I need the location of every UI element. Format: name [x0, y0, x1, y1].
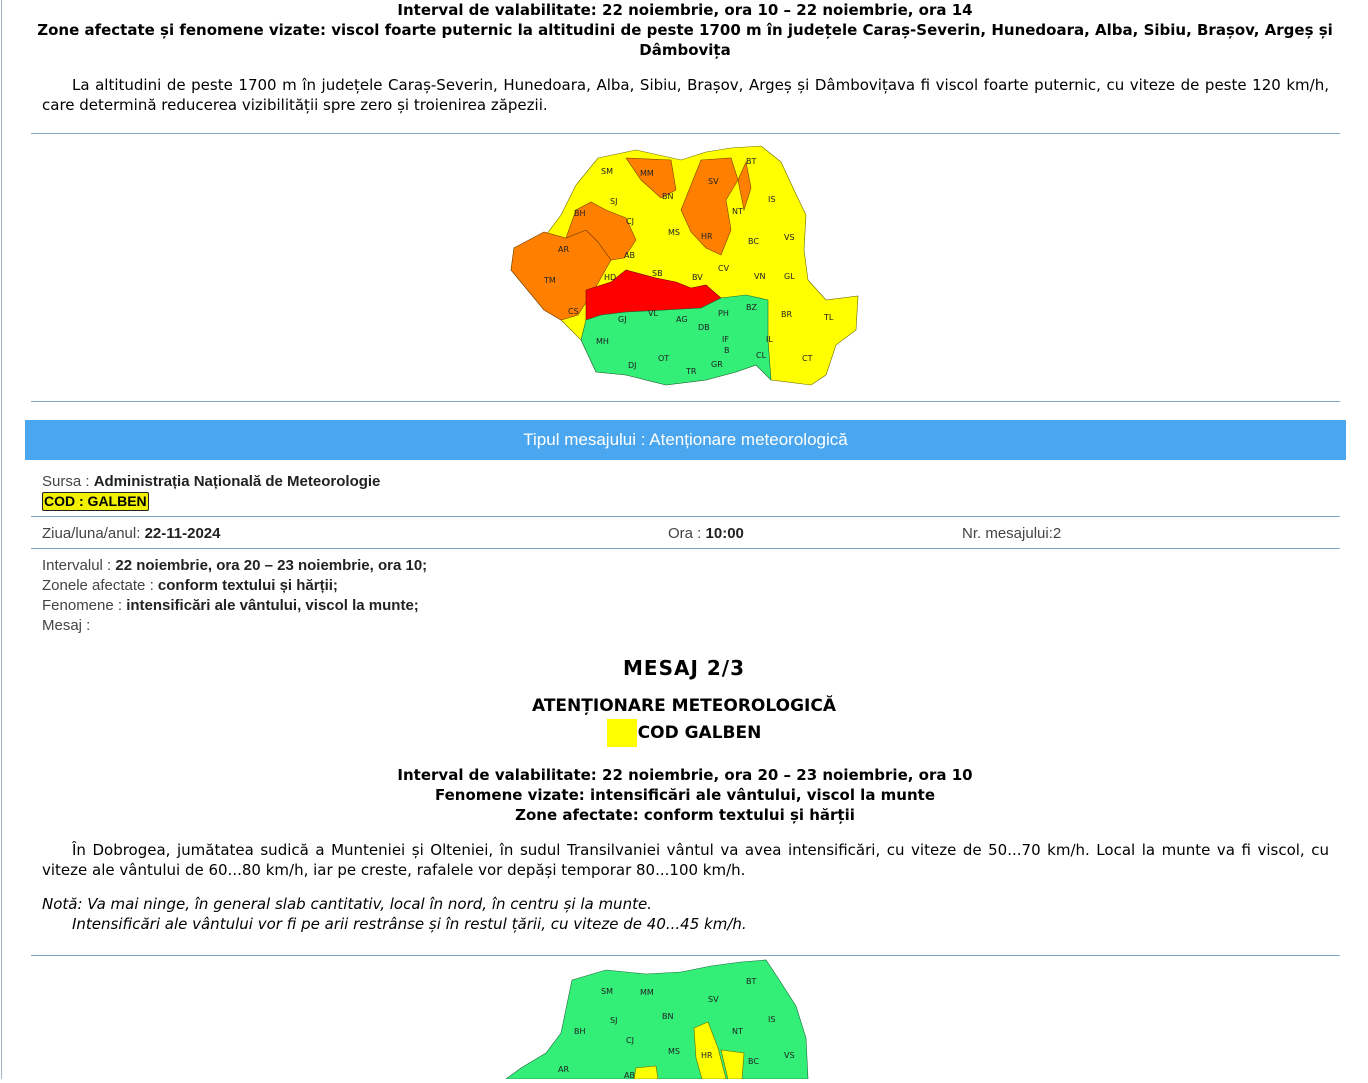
svg-text:MM: MM [640, 988, 654, 997]
svg-text:B: B [724, 346, 730, 355]
svg-text:GL: GL [784, 272, 795, 281]
svg-text:BT: BT [746, 157, 757, 166]
svg-text:AR: AR [558, 1065, 570, 1074]
svg-text:CT: CT [802, 354, 813, 363]
svg-text:CS: CS [568, 307, 579, 316]
svg-text:VS: VS [784, 1051, 795, 1060]
svg-text:SV: SV [708, 177, 719, 186]
top-zone-line2: Dâmbovița [639, 41, 731, 59]
message-type: ATENȚIONARE METEOROLOGICĂ [532, 696, 836, 716]
warning-map-romania [506, 140, 866, 399]
divider [31, 548, 1340, 549]
msg-body-text: În Dobrogea, jumătatea sudică a Munteniei și Olteniei, în sudul Transilvaniei vântul va avea intensificări, cu viteze de 50...70 km/h. Local la munte va fi viscol, cu viteze ale vântului de 60...80 km/h, iar pe creste, rafalele vor depăși temporar 80...100 km/h. [42, 841, 1329, 879]
divider [31, 401, 1340, 402]
svg-text:GJ: GJ [618, 315, 627, 324]
svg-text:AG: AG [676, 315, 688, 324]
svg-text:IS: IS [768, 1015, 776, 1024]
svg-text:BN: BN [662, 192, 674, 201]
svg-text:BC: BC [748, 1057, 759, 1066]
top-body-text: La altitudini de peste 1700 m în județele Caraș-Severin, Hunedoara, Alba, Sibiu, Brașov, Argeș și Dâmbovițava fi viscol foarte puternic, cu viteze de peste 120 km/h, care determină reducerea vizibilității spre zero și troienirea zăpezii. [42, 76, 1329, 114]
svg-text:VN: VN [754, 272, 766, 281]
message-type-bar: Tipul mesajului : Atenționare meteorologică [25, 420, 1346, 460]
note-line-1: Notă: Va mai ninge, în general slab cantitativ, local în nord, în centru și la munte. [42, 895, 652, 913]
msg-zones: Zone afectate: conform textului și hărții [515, 806, 855, 824]
svg-text:GR: GR [711, 360, 723, 369]
svg-text:MH: MH [596, 337, 609, 346]
svg-text:IF: IF [722, 335, 729, 344]
svg-text:PH: PH [718, 309, 729, 318]
svg-text:MS: MS [668, 1047, 680, 1056]
divider [31, 955, 1340, 956]
svg-text:HR: HR [701, 1051, 713, 1060]
svg-text:TR: TR [686, 367, 697, 376]
svg-text:HD: HD [604, 273, 617, 282]
message-number-field: Nr. mesajului:2 [962, 525, 1062, 542]
zones-field: Zonele afectate : conform textului și hărții; [42, 577, 338, 594]
phenomena-field: Fenomene : intensificări ale vântului, viscol la munte; [42, 597, 419, 614]
message-label: Mesaj : [42, 617, 91, 634]
svg-text:BR: BR [781, 310, 793, 319]
svg-text:NT: NT [732, 1027, 743, 1036]
msg-interval: Interval de valabilitate: 22 noiembrie, ora 20 – 23 noiembrie, ora 10 [397, 766, 973, 784]
note-line-2: Intensificări ale vântului vor fi pe arii restrânse și în restul țării, cu viteze de 40...45 km/h. [72, 915, 747, 933]
divider [31, 516, 1340, 517]
msg-phenomena: Fenomene vizate: intensificări ale vântului, viscol la munte [434, 786, 935, 804]
svg-text:CL: CL [756, 351, 767, 360]
svg-text:OT: OT [658, 354, 670, 363]
svg-text:MS: MS [668, 228, 680, 237]
message-title: MESAJ 2/3 [623, 656, 745, 680]
divider [31, 133, 1340, 134]
source-line: Sursa : Administrația Națională de Meteorologie [42, 473, 381, 490]
svg-text:BC: BC [748, 237, 759, 246]
svg-text:TL: TL [824, 313, 834, 322]
svg-text:AR: AR [558, 245, 570, 254]
page-left-border [1, 0, 2, 1079]
svg-text:VS: VS [784, 233, 795, 242]
svg-text:TM: TM [544, 276, 556, 285]
svg-text:SB: SB [652, 269, 663, 278]
svg-text:BH: BH [574, 1027, 586, 1036]
svg-text:SJ: SJ [610, 1016, 618, 1025]
date-field: Ziua/luna/anul: 22-11-2024 [42, 525, 221, 542]
warning-map-romania-2 [506, 958, 866, 1083]
svg-text:DB: DB [698, 323, 710, 332]
svg-text:BZ: BZ [746, 303, 757, 312]
svg-text:BH: BH [574, 209, 586, 218]
top-zone-line1: Zone afectate și fenomene vizate: viscol foarte puternic la altitudini de peste 1700 m în județele Caraș-Severin, Hunedoara, Alba, Sibiu, Brașov, Argeș și [37, 21, 1333, 39]
svg-text:CJ: CJ [626, 217, 634, 226]
svg-text:CV: CV [718, 264, 730, 273]
svg-text:BV: BV [692, 273, 703, 282]
svg-text:CJ: CJ [626, 1036, 634, 1045]
svg-text:BN: BN [662, 1012, 674, 1021]
cod-badge: COD : GALBEN [44, 493, 147, 509]
time-field: Ora : 10:00 [668, 525, 744, 542]
svg-text:HR: HR [701, 232, 713, 241]
svg-text:SM: SM [601, 987, 613, 996]
svg-text:VL: VL [648, 309, 658, 318]
cod-galben-heading: COD GALBEN [0, 718, 1368, 750]
svg-text:NT: NT [732, 207, 743, 216]
svg-text:AB: AB [624, 251, 635, 260]
svg-text:BT: BT [746, 977, 757, 986]
svg-text:IS: IS [768, 195, 776, 204]
svg-text:SM: SM [601, 167, 613, 176]
interval-field: Intervalul : 22 noiembrie, ora 20 – 23 noiembrie, ora 10; [42, 557, 428, 574]
svg-text:IL: IL [766, 335, 773, 344]
yellow-square-icon [607, 719, 637, 747]
top-interval: Interval de valabilitate: 22 noiembrie, ora 10 – 22 noiembrie, ora 14 [397, 1, 973, 19]
svg-text:MM: MM [640, 169, 654, 178]
svg-text:AB: AB [624, 1071, 635, 1079]
svg-text:SJ: SJ [610, 197, 618, 206]
svg-text:SV: SV [708, 995, 719, 1004]
svg-text:DJ: DJ [628, 361, 637, 370]
